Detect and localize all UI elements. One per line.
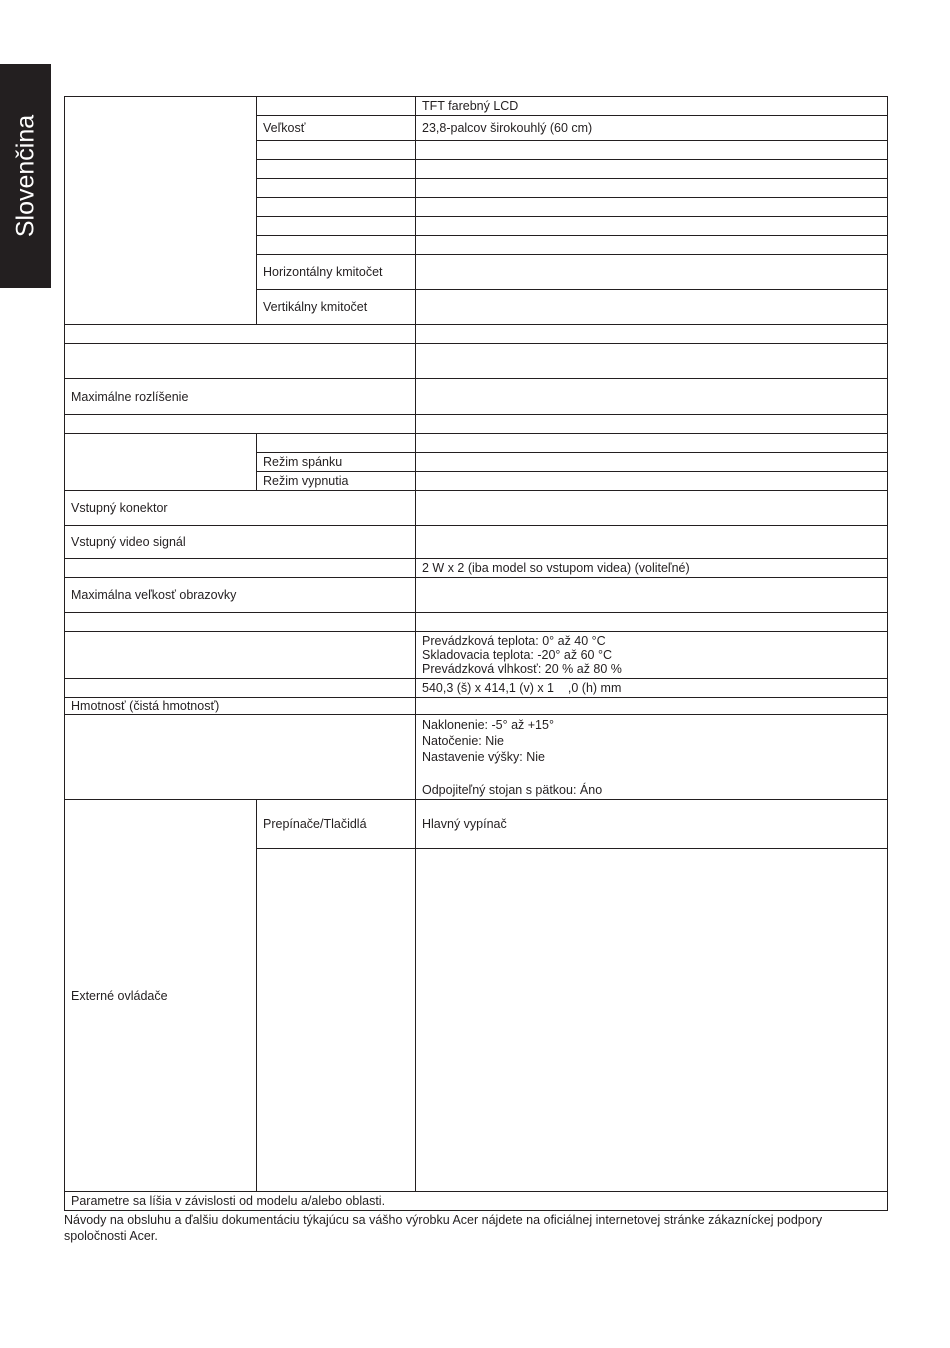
table-cell [416, 613, 888, 632]
table-cell [416, 198, 888, 217]
table-cell [65, 559, 416, 578]
mechanics-value [416, 715, 888, 800]
table-row [65, 715, 888, 800]
power-label-cell [65, 434, 257, 491]
height-adjust-spec: Nastavenie výšky: Nie [422, 749, 545, 764]
horizontal-frequency-label: Horizontálny kmitočet [257, 255, 416, 290]
table-cell [257, 236, 416, 255]
table-cell [65, 344, 416, 379]
table-cell [65, 632, 416, 679]
table-cell [65, 679, 416, 698]
table-cell [65, 415, 416, 434]
off-mode-label: Režim vypnutia [257, 472, 416, 491]
swivel-spec: Natočenie: Nie [422, 733, 504, 748]
table-row [65, 415, 888, 434]
switches-label: Prepínače/Tlačidlá [257, 800, 416, 849]
table-row [65, 679, 888, 698]
weight-label: Hmotnosť (čistá hmotnosť) [65, 698, 416, 715]
max-screen-size-label: Maximálna veľkosť obrazovky [65, 578, 416, 613]
table-cell [416, 434, 888, 453]
table-cell [416, 472, 888, 491]
language-tab-label: Slovenčina [11, 114, 39, 238]
table-row [65, 97, 888, 116]
table-row [65, 800, 888, 849]
table-row [65, 632, 888, 679]
storage-temperature: Skladovacia teplota: -20° až 60 °C [422, 648, 612, 662]
table-row [65, 344, 888, 379]
language-tab [0, 64, 51, 288]
table-cell [257, 198, 416, 217]
operating-humidity: Prevádzková vlhkosť: 20 % až 80 % [422, 662, 622, 676]
table-cell [65, 715, 416, 800]
switches-value: Hlavný vypínač [416, 800, 888, 849]
operating-temperature: Prevádzková teplota: 0° až 40 °C [422, 634, 606, 648]
table-cell [416, 325, 888, 344]
table-row [65, 491, 888, 526]
table-cell [257, 434, 416, 453]
table-row [65, 1192, 888, 1211]
table-cell [416, 849, 888, 1192]
panel-size-label: Veľkosť [257, 116, 416, 141]
table-cell [416, 453, 888, 472]
table-cell [416, 255, 888, 290]
table-cell [416, 290, 888, 325]
spacer [422, 765, 881, 782]
table-cell [416, 379, 888, 415]
documentation-note: Návody na obsluhu a ďalšiu dokumentáciu týkajúcu sa vášho výrobku Acer nájdete na oficiálnej internetovej stránke zákazníckej podpory spoločnosti Acer. [64, 1213, 823, 1243]
table-cell [257, 97, 416, 116]
table-row [65, 578, 888, 613]
table-cell [65, 613, 416, 632]
speakers-value: 2 W x 2 (iba model so vstupom videa) (voliteľné) [416, 559, 888, 578]
table-cell [416, 344, 888, 379]
table-cell [65, 325, 416, 344]
table-row [65, 613, 888, 632]
dimensions-value: 540,3 (š) x 414,1 (v) x 1 ,0 (h) mm [416, 679, 888, 698]
panel-label-cell [65, 97, 257, 325]
table-cell [416, 141, 888, 160]
table-cell [257, 141, 416, 160]
table-cell [416, 578, 888, 613]
panel-type-value: TFT farebný LCD [416, 97, 888, 116]
table-cell [416, 236, 888, 255]
table-cell [257, 849, 416, 1192]
table-row [65, 379, 888, 415]
specification-table [64, 96, 888, 1211]
table-cell [257, 217, 416, 236]
max-resolution-label: Maximálne rozlíšenie [65, 379, 416, 415]
table-cell [416, 491, 888, 526]
table-cell [416, 415, 888, 434]
table-row [65, 698, 888, 715]
table-cell [416, 698, 888, 715]
input-connector-label: Vstupný konektor [65, 491, 416, 526]
table-cell [416, 217, 888, 236]
external-controls-label: Externé ovládače [65, 800, 257, 1192]
table-row [65, 559, 888, 578]
environment-value [416, 632, 888, 679]
panel-size-value: 23,8-palcov širokouhlý (60 cm) [416, 116, 888, 141]
table-row [65, 526, 888, 559]
table-cell [416, 526, 888, 559]
footnote: Parametre sa líšia v závislosti od modelu a/alebo oblasti. [65, 1192, 888, 1211]
tilt-spec: Naklonenie: -5° až +15° [422, 717, 554, 732]
table-row [65, 434, 888, 453]
table-cell [416, 160, 888, 179]
table-row [65, 325, 888, 344]
detachable-stand-spec: Odpojiteľný stojan s pätkou: Áno [422, 782, 603, 797]
table-cell [257, 179, 416, 198]
table-cell [416, 179, 888, 198]
input-video-signal-label: Vstupný video signál [65, 526, 416, 559]
sleep-mode-label: Režim spánku [257, 453, 416, 472]
table-cell [257, 160, 416, 179]
vertical-frequency-label: Vertikálny kmitočet [257, 290, 416, 325]
